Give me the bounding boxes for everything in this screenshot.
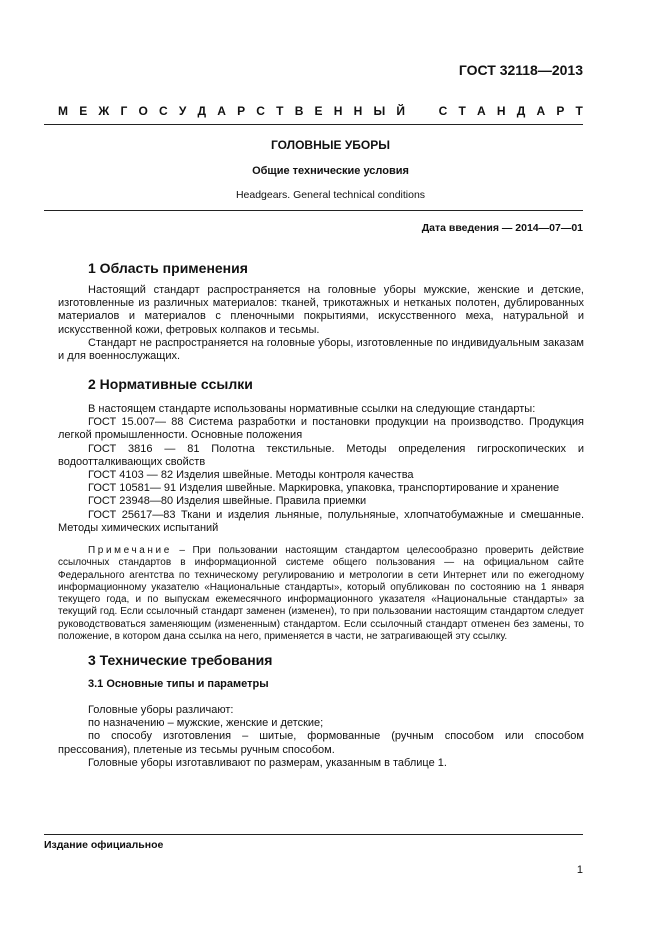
section-1-heading: 1 Область применения — [88, 260, 248, 276]
banner-letter: Р — [237, 104, 246, 118]
paragraph: Настоящий стандарт распространяется на головные уборы мужские, женские и детские, изготовленные из различных материалов: тканей, трикотажных и нетканых полотен, дублированных материалов и материалов с пленочными покрытиями, искусственного меха, натуральной и искусственной кожи, фетровых колпаков и тесьмы. — [58, 284, 584, 336]
paragraph: Головные уборы изготавливают по размерам, указанным в таблице 1. — [88, 756, 447, 769]
reference-item: ГОСТ 10581— 91 Изделия швейные. Маркировка, упаковка, транспортирование и хранение — [88, 482, 560, 495]
paragraph: по назначению – мужские, женские и детские; — [88, 717, 324, 730]
title-rule — [44, 210, 583, 211]
section-3-heading: 3 Технические требования — [88, 652, 273, 668]
banner-letter: С — [256, 104, 265, 118]
section-2-body — [58, 403, 584, 535]
banner-letter: Д — [516, 104, 526, 118]
banner-letter: С — [158, 104, 168, 118]
reference-item: ГОСТ 4103 — 82 Изделия швейные. Методы контроля качества — [88, 469, 414, 482]
banner-letter: Т — [276, 104, 284, 118]
banner-letter: Е — [314, 104, 323, 118]
note — [58, 545, 584, 643]
paragraph: Головные уборы различают: — [88, 704, 234, 716]
banner-letter: С — [438, 104, 448, 118]
top-rule — [44, 124, 583, 125]
reference-item: ГОСТ 25617—83 Ткани и изделия льняные, полульняные, хлопчатобумажные и смешанные. Методы химических испытаний — [58, 508, 584, 534]
page-number: 1 — [576, 864, 583, 876]
paragraph: В настоящем стандарте использованы нормативные ссылки на следующие стандарты: — [88, 403, 536, 415]
document-title: ГОЛОВНЫЕ УБОРЫ — [270, 138, 391, 152]
banner-letter: Р — [556, 104, 565, 118]
banner-letter: Т — [575, 104, 583, 118]
note-text: – При пользовании настоящим стандартом целесообразно проверить действие ссылочных стандартов в информационной системе общего пользования — на официальном сайте Федерального агентства по техническому регулированию и метрологии в сети Интернет или по ежегодному информационному указателю «Национальные стандарты», который опубликован по состоянию на 1 января текущего года, и по выпускам ежемесячного информационного указателя «Национальные стандарты» за текущий год. Если ссылочный стандарт заменен (изменен), то при пользовании настоящим стандартом следует руководствоваться заменяющим (измененным) стандартом. Если ссылочный стандарт отменен без замены, то положение, в котором дана ссылка на него, применяется в части, не затрагивающей эту ссылку. — [58, 545, 584, 643]
standard-number: ГОСТ 32118—2013 — [458, 62, 583, 78]
document-subtitle: Общие технические условия — [252, 165, 409, 177]
banner-letter: В — [294, 104, 304, 118]
footer-rule — [44, 834, 583, 835]
banner-letter: О — [138, 104, 148, 118]
edition-label: Издание официальное — [44, 839, 164, 851]
banner-letter: Д — [197, 104, 207, 118]
banner-letter: Н — [353, 104, 363, 118]
banner-letter: Н — [333, 104, 343, 118]
banner-letter: Й — [396, 104, 406, 118]
reference-item: ГОСТ 3816 — 81 Полотна текстильные. Методы определения гигроскопических и водоотталкивающих свойств — [58, 442, 584, 468]
section-1-body — [58, 284, 584, 363]
section-2-heading: 2 Нормативные ссылки — [88, 376, 253, 392]
banner-letter: Н — [496, 104, 506, 118]
note-label: Примечание — [88, 545, 172, 556]
banner-letter: А — [476, 104, 486, 118]
banner-letter: Т — [458, 104, 466, 118]
banner-letter: А — [536, 104, 546, 118]
subsection-3-1-heading: 3.1 Основные типы и параметры — [88, 678, 269, 690]
interstate-standard-banner — [58, 104, 583, 118]
reference-item: ГОСТ 15.007— 88 Система разработки и постановки продукции на производство. Продукция легкой промышленности. Основные положения — [58, 416, 584, 442]
banner-letter: У — [178, 104, 187, 118]
banner-letter: Г — [120, 104, 128, 118]
banner-letter: А — [217, 104, 226, 118]
banner-letter: Ж — [98, 104, 110, 118]
reference-item: ГОСТ 23948—80 Изделия швейные. Правила приемки — [88, 495, 367, 508]
paragraph: Стандарт не распространяется на головные уборы, изготовленные по индивидуальным заказам и для военнослужащих. — [58, 336, 584, 363]
english-title: Headgears. General technical conditions — [235, 189, 426, 201]
section-3-body — [58, 704, 584, 770]
paragraph: по способу изготовления – шитые, формованные (ручным способом или способом прессования), плетеные из тесьмы ручным способом. — [58, 730, 584, 756]
banner-letter: М — [58, 104, 68, 118]
banner-letter: Ы — [373, 104, 386, 118]
banner-letter: Е — [79, 104, 88, 118]
introduction-date: Дата введения — 2014—07—01 — [421, 222, 583, 234]
